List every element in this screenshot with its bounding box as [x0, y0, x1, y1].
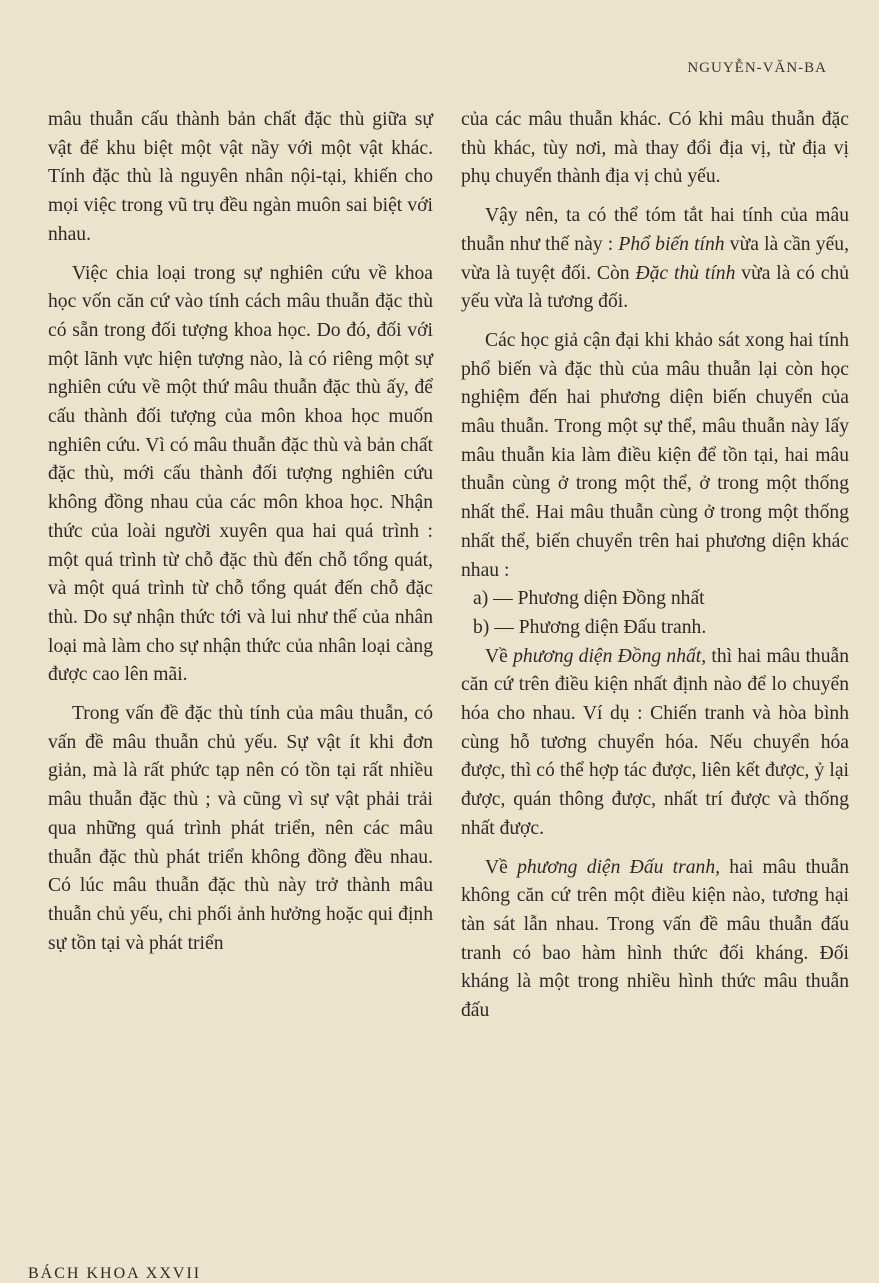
right-paragraph-5 [461, 854, 849, 1026]
left-paragraph-1: mâu thuẫn cấu thành bản chất đặc thù giữa sự vật để khu biệt một vật nầy với một vật khác. Tính đặc thù là nguyên nhân nội-tại, khiến cho mọi việc trong vũ trụ đều ngàn muôn sai biệt với nhau. [48, 109, 433, 245]
p5-text-b: hai mâu thuẫn không căn cứ trên một điều kiện nào, tương hại tàn sát lẫn nhau. Trong vấn đề mâu thuẫn đấu tranh có bao hàm hình thức đối kháng. Đối kháng là một trong nhiều hình thức mâu thuẫn đấu [461, 856, 849, 1022]
left-column [48, 106, 433, 958]
p2-term-pho-bien: Phổ biến tính [618, 233, 725, 255]
list-item-b: b) — Phương diện Đấu tranh. [473, 616, 707, 638]
p4-term: phương diện Đồng nhất, [513, 645, 707, 667]
p2-text-a: Vậy nên, ta có thể tóm tắt hai tính của mâu thuẫn như thế này : [461, 205, 849, 255]
right-paragraph-1: của các mâu thuẫn khác. Có khi mâu thuẫn đặc thù khác, tùy nơi, mà thay đổi địa vị, từ địa vị phụ chuyển thành địa vị chủ yếu. [461, 109, 849, 188]
left-paragraph-2: Việc chia loại trong sự nghiên cứu về khoa học vốn căn cứ vào tính cách mâu thuẫn đặc thù có sẵn trong đối tượng khoa học. Do đó, đối với một lãnh vực hiện tượng nào, là có riêng một sự nghiên cứu về một thứ mâu thuẫn đặc thù ấy, để cấu thành đối tượng của môn khoa học muốn nghiên cứu. Vì có mâu thuẫn đặc thù và bản chất đặc thù, mới cấu thành đối tượng nghiên cứu không đồng nhau của các môn khoa học. Nhận thức của loài người xuyên qua hai quá trình : một quá trình từ chỗ đặc thù đến chỗ tổng quát, và một quá trình từ chỗ tổng quát đến chỗ đặc thù. Do sự nhận thức tới và lui như thế của nhân loại mà làm cho sự nhận thức của nhân loại càng được cao lên mãi. [48, 262, 433, 686]
list-item-a: a) — Phương diện Đồng nhất [473, 588, 705, 610]
right-paragraph-4 [461, 643, 849, 844]
p4-text-b: thì hai mâu thuẫn căn cứ trên điều kiện nhất định nào để lo chuyển hóa cho nhau. Ví dụ : Chiến tranh và hòa bình cùng hỗ tương chuyển hóa. Nếu chuyển hóa được, thì có thể hợp tác được, liên kết được, ỷ lại được, quán thông được, nhất trí được và thống nhất được. [461, 645, 849, 839]
p5-term: phương diện Đấu tranh, [517, 856, 721, 878]
p4-text-a: Về [485, 645, 514, 667]
p2-term-dac-thu: Đặc thù tính [635, 262, 736, 284]
p5-text-a: Về [485, 856, 518, 878]
right-paragraph-3: Các học giả cận đại khi khảo sát xong hai tính phổ biến và đặc thù của mâu thuẫn lại còn học nghiệm đến hai phương diện biến chuyển của mâu thuẫn. Trong một sự thể, mâu thuẫn này lấy mâu thuẫn kia làm điều kiện để tồn tại, hai mâu thuẫn cùng ở trong một thể, ở trong một thống nhất thể. Hai mâu thuẫn cùng ở trong một thống nhất thể, biến chuyển trên hai phương diện khác nhau : [461, 329, 849, 581]
page-footer: BÁCH KHOA XXVII [28, 1265, 202, 1282]
left-paragraph-3: Trong vấn đề đặc thù tính của mâu thuẫn, có vấn đề mâu thuẫn chủ yếu. Sự vật ít khi đơn giản, mà là rất phức tạp nên có tồn tại rất nhiều mâu thuẫn đặc thù ; và cũng vì sự vật phải trải qua những quá trình phát triển, nên các mâu thuẫn đặc thù phát triển không đồng đều nhau. Có lúc mâu thuẫn đặc thù này trở thành mâu thuẫn chủ yếu, chi phối ảnh hưởng hoặc qui định sự tồn tại và phát triển [48, 703, 433, 954]
p2-text-b: vừa là cần yếu, vừa là tuyệt đối. Còn [461, 233, 849, 284]
right-paragraph-2 [461, 202, 849, 317]
right-column [461, 106, 849, 1026]
running-header: NGUYỄN-VĂN-BA [687, 60, 827, 76]
p2-text-c: vừa là có chủ yếu vừa là tương đối. [461, 262, 849, 313]
